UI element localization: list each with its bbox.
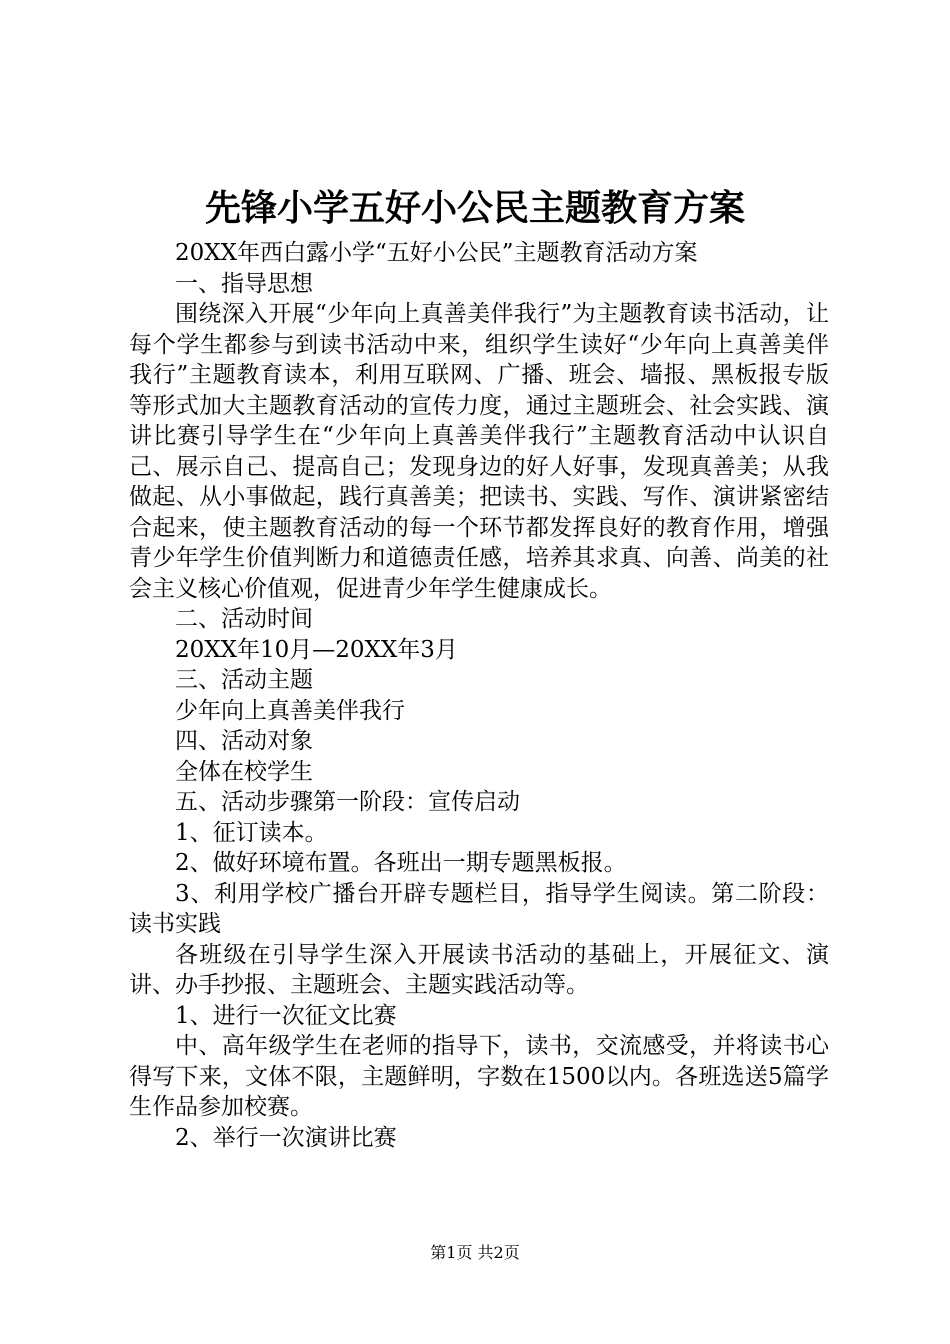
- paragraph-activity-target: 全体在校学生: [175, 758, 313, 785]
- section-heading-activity-steps: 五、活动步骤第一阶段：宣传启动: [175, 789, 520, 815]
- list-item-step-3: 3、利用学校广播台开辟专题栏目，指导学生阅读。第二阶段：读书实践: [129, 880, 829, 937]
- paragraph-activity-time: 20XX年10月—20XX年3月: [175, 636, 458, 663]
- section-heading-activity-time: 二、活动时间: [175, 606, 313, 632]
- paragraph-reading-practice: 各班级在引导学生深入开展读书活动的基础上，开展征文、演讲、办手抄报、主题班会、主题实践活动等。: [129, 941, 829, 998]
- list-item-speech-contest: 2、举行一次演讲比赛: [175, 1124, 397, 1151]
- paragraph-activity-theme: 少年向上真善美伴我行: [175, 697, 405, 724]
- document-title: 先锋小学五好小公民主题教育方案: [204, 187, 745, 229]
- paragraph-guiding-ideology: 围绕深入开展“少年向上真善美伴我行”为主题教育读书活动，让每个学生都参与到读书活动中来，组织学生读好“少年向上真善美伴我行”主题教育读本，利用互联网、广播、班会、墙报、黑板报专版等形式加大主题教育活动的宣传力度，通过主题班会、社会实践、演讲比赛引导学生在“少年向上真善美伴我行”主题教育活动中认识自己、展示自己、提高自己；发现身边的好人好事，发现真善美；从我做起、从小事做起，践行真善美；把读书、实践、写作、演讲紧密结合起来，使主题教育活动的每一个环节都发挥良好的教育作用，增强青少年学生价值判断力和道德责任感，培养其求真、向善、尚美的社会主义核心价值观，促进青少年学生健康成长。: [129, 301, 829, 602]
- document-body: [129, 238, 829, 1153]
- list-item-step-2: 2、做好环境布置。各班出一期专题黑板报。: [175, 850, 627, 876]
- section-heading-activity-target: 四、活动对象: [175, 728, 313, 754]
- paragraph-essay-contest: 中、高年级学生在老师的指导下，读书，交流感受，并将读书心得写下来，文体不限，主题鲜明，字数在1500以内。各班选送5篇学生作品参加校赛。: [129, 1033, 829, 1120]
- section-heading-guiding-ideology: 一、指导思想: [175, 270, 313, 297]
- page-footer: 第1页 共2页: [430, 1243, 520, 1262]
- paragraph-plan-heading: 20XX年西白露小学“五好小公民”主题教育活动方案: [175, 240, 698, 266]
- list-item-step-1: 1、征订读本。: [175, 819, 328, 846]
- list-item-essay-contest: 1、进行一次征文比赛: [175, 1002, 397, 1029]
- section-heading-activity-theme: 三、活动主题: [175, 667, 313, 693]
